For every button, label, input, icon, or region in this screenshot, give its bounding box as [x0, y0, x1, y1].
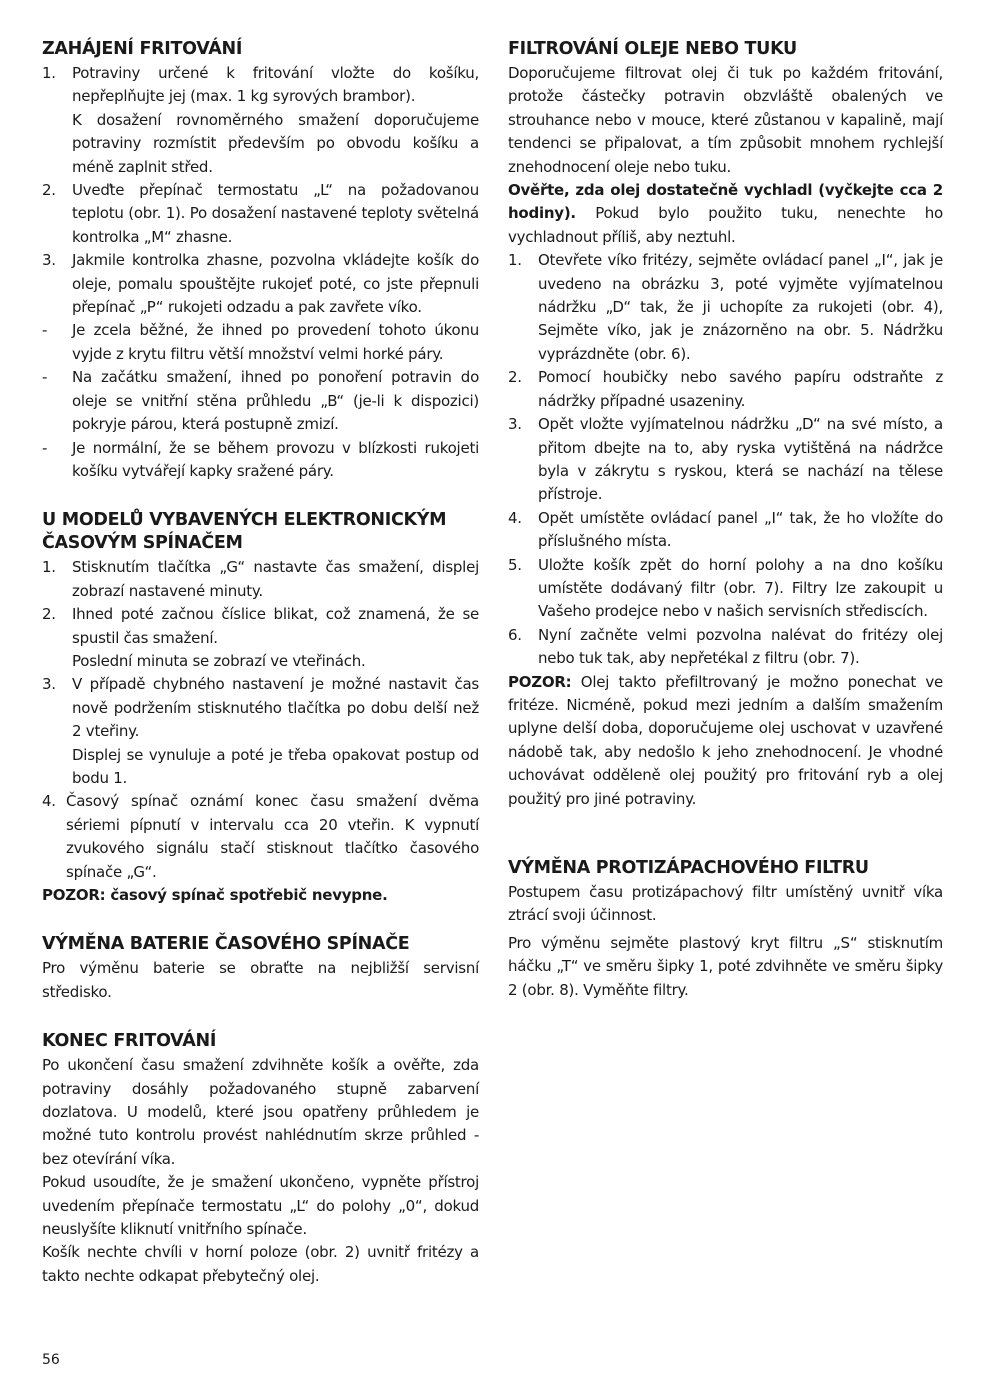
list-subtext: K dosažení rovnoměrného smažení doporučujeme potraviny rozmístit především po obvodu košíku a méně zaplnit střed.	[72, 110, 479, 176]
paragraph	[508, 671, 943, 811]
list-text: Jakmile kontrolka zhasne, pozvolna vkládejte košík do oleje, pomalu spouštějte rukojeť poté, co jste přepnuli přepínač „P“ rukojeti odzadu a pak zavřete víko.	[72, 251, 479, 317]
list-number: 2.	[42, 181, 56, 200]
paragraph: Postupem času protizápachový filtr umístěný uvnitř víka ztrácí svoji účinnost.	[508, 883, 943, 925]
list-item	[42, 62, 479, 109]
list-text: Uložte košík zpět do horní polohy a na dno košíku umístěte dodávaný filtr (obr. 7). Filtry lze zakoupit u Vašeho prodejce nebo v našich servisních střediscích.	[538, 555, 943, 621]
list-item	[42, 603, 479, 650]
list-number: 1.	[508, 251, 522, 270]
paragraph: Pro výměnu sejměte plastový kryt filtru „S“ stisknutím háčku „T“ ve směru šipky 1, poté zdvihněte ve směru šipky 2 (obr. 8). Vyměňte filtry.	[508, 933, 943, 999]
list-text: Časový spínač oznámí konec času smažení dvěma sériemi pípnutí v intervalu cca 20 vteřin. K vypnutí zvukového signálu stačí stisknout tlačítko časového spínače „G“.	[66, 792, 479, 881]
list-subtext: Displej se vynuluje a poté je třeba opakovat postup od bodu 1.	[72, 745, 479, 787]
list-text: Opět vložte vyjímatelnou nádržku „D“ na své místo, a přitom dbejte na to, aby ryska vytištěná na nádržce byla v zákrytu s ryskou, která se nachází na tělese přístroje.	[538, 415, 943, 504]
dash-bullet: -	[42, 438, 48, 457]
list-item	[42, 556, 479, 603]
heading-casovy-spinac: U MODELŮ VYBAVENÝCH ELEKTRONICKÝM ČASOVÝM SPÍNAČEM	[42, 510, 447, 554]
list-number: 4.	[42, 792, 56, 811]
page-number: 56	[42, 1352, 60, 1368]
dash-item	[42, 437, 479, 484]
list-item	[42, 249, 479, 319]
section-spacer	[42, 907, 479, 933]
list-text: Otevřete víko fritézy, sejměte ovládací panel „I“, jak je uvedeno na obrázku 3, poté vyjměte vyjímatelnou nádržku „D“ tak, že ji uchopíte za rukojeti (obr. 4), Sejměte víko, jak je znázorněno na obr. 5. Nádržku vyprázdněte (obr. 6).	[538, 251, 943, 363]
heading-vymena-filtru: VÝMĚNA PROTIZÁPACHOVÉHO FILTRU	[508, 858, 869, 878]
dash-text: Na začátku smažení, ihned po ponoření potravin do oleje se vnitřní stěna průhledu „B“ (je-li k dispozici) pokryje párou, která postupně zmizí.	[72, 368, 479, 434]
dash-item	[42, 366, 479, 436]
list-number: 2.	[42, 605, 56, 624]
list-number: 4.	[508, 508, 522, 527]
heading-vymena-baterie: VÝMĚNA BATERIE ČASOVÉHO SPÍNAČE	[42, 934, 410, 955]
list-text: Uveďte přepínač termostatu „L“ na požadovanou teplotu (obr. 1). Po dosažení nastavené teploty světelná kontrolka „M“ zhasne.	[72, 181, 479, 246]
list-item	[508, 249, 943, 366]
dash-text: Je normální, že se během provozu v blízkosti rukojeti košíku vytvářejí kapky sražené páry.	[72, 438, 479, 480]
list-text: Stisknutím tlačítka „G“ nastavte čas smažení, displej zobrazí nastavené minuty.	[72, 558, 479, 600]
list-subtext: Poslední minuta se zobrazí ve vteřinách.	[72, 651, 366, 670]
note-text: Pokud bylo použito tuku, nenechte ho vychladnout příliš, aby neztuhl.	[508, 204, 943, 246]
list-item	[508, 554, 943, 624]
list-number: 2.	[508, 368, 522, 387]
list-text: Opět umístěte ovládací panel „I“ tak, že ho vložíte do příslušného místa.	[538, 508, 943, 551]
dash-item	[42, 319, 479, 366]
list-text: Ihned poté začnou číslice blikat, což znamená, že se spustil čas smažení.	[72, 605, 479, 647]
section-spacer	[42, 483, 479, 509]
list-number: 3.	[42, 251, 56, 270]
heading-filtrovani-oleje: FILTROVÁNÍ OLEJE NEBO TUKU	[508, 39, 797, 59]
list-number: 3.	[508, 415, 522, 434]
right-column	[508, 38, 943, 1002]
paragraph: Pokud usoudíte, že je smažení ukončeno, vypněte přístroj uvedením přepínače termostatu „L“ do polohy „0“, dokud neuslyšíte kliknutí vnitřního spínače.	[42, 1173, 479, 1239]
list-text: V případě chybného nastavení je možné nastavit čas nově podržením stisknutého tlačítka po dobu delší než 2 vteřiny.	[72, 675, 479, 741]
list-item	[42, 790, 479, 884]
list-item	[508, 624, 943, 671]
paragraph: Pro výměnu baterie se obraťte na nejbližší servisní středisko.	[42, 959, 479, 1001]
timer-warning: POZOR: časový spínač spotřebič nevypne.	[42, 886, 388, 904]
list-text: Potraviny určené k fritování vložte do košíku, nepřeplňujte jej (max. 1 kg syrových brambor).	[72, 64, 479, 106]
bold-note: Ověřte, zda olej dostatečně vychladl (vyčkejte cca 2 hodiny).	[508, 181, 943, 223]
heading-zahajeni-fritovani: ZAHÁJENÍ FRITOVÁNÍ	[42, 39, 243, 59]
list-item	[508, 366, 943, 413]
paragraph: Košík nechte chvíli v horní poloze (obr. 2) uvnitř fritézy a takto nechte odkapat přebytečný olej.	[42, 1243, 479, 1285]
list-item	[508, 507, 943, 554]
list-number: 6.	[508, 625, 522, 644]
section-spacer	[508, 811, 943, 857]
paragraph: Doporučujeme filtrovat olej či tuk po každém fritování, protože částečky potravin obzvláště obalených ve strouhance nebo v mouce, které zůstanou v kapalině, mají tendenci se připalovat, a tím způsobit mnohem rychlejší znehodnocení oleje nebo tuku.	[508, 64, 943, 176]
paragraph: Po ukončení času smažení zdvihněte košík a ověřte, zda potraviny dosáhly požadovaného stupně zabarvení dozlatova. U modelů, které jsou opatřeny průhledem je možné tuto kontrolu provést nahlédnutím skrze průhled - bez otevírání víka.	[42, 1056, 479, 1168]
section-spacer	[42, 1004, 479, 1030]
paragraph	[508, 179, 943, 249]
heading-konec-fritovani: KONEC FRITOVÁNÍ	[42, 1031, 217, 1052]
dash-bullet: -	[42, 321, 48, 340]
dash-bullet: -	[42, 368, 48, 387]
list-number: 1.	[42, 64, 56, 82]
warning-text: Olej takto přefiltrovaný je možno ponechat ve fritéze. Nicméně, pokud mezi jedním a dalším smažením uplyne delší doba, doporučujeme olej uschovat v uzavřené nádobě tak, aby nedošlo k jeho znehodnocení. Je vhodné uchovávat odděleně olej použitý pro fritování ryb a olej použitý pro jiné potraviny.	[508, 672, 943, 808]
list-text: Pomocí houbičky nebo savého papíru odstraňte z nádržky případné usazeniny.	[538, 368, 943, 410]
dash-text: Je zcela běžné, že ihned po provedení tohoto úkonu vyjde z krytu filtru větší množství velmi horké páry.	[72, 321, 479, 363]
warning-label: POZOR:	[508, 672, 572, 691]
list-number: 5.	[508, 555, 522, 574]
list-number: 3.	[42, 675, 56, 694]
list-text: Nyní začněte velmi pozvolna nalévat do fritézy olej nebo tuk tak, aby nepřetékal z filtru (obr. 7).	[538, 625, 943, 668]
left-column	[42, 38, 479, 1288]
list-item	[42, 673, 479, 743]
list-number: 1.	[42, 558, 56, 577]
list-item	[508, 413, 943, 507]
list-item	[42, 179, 479, 249]
